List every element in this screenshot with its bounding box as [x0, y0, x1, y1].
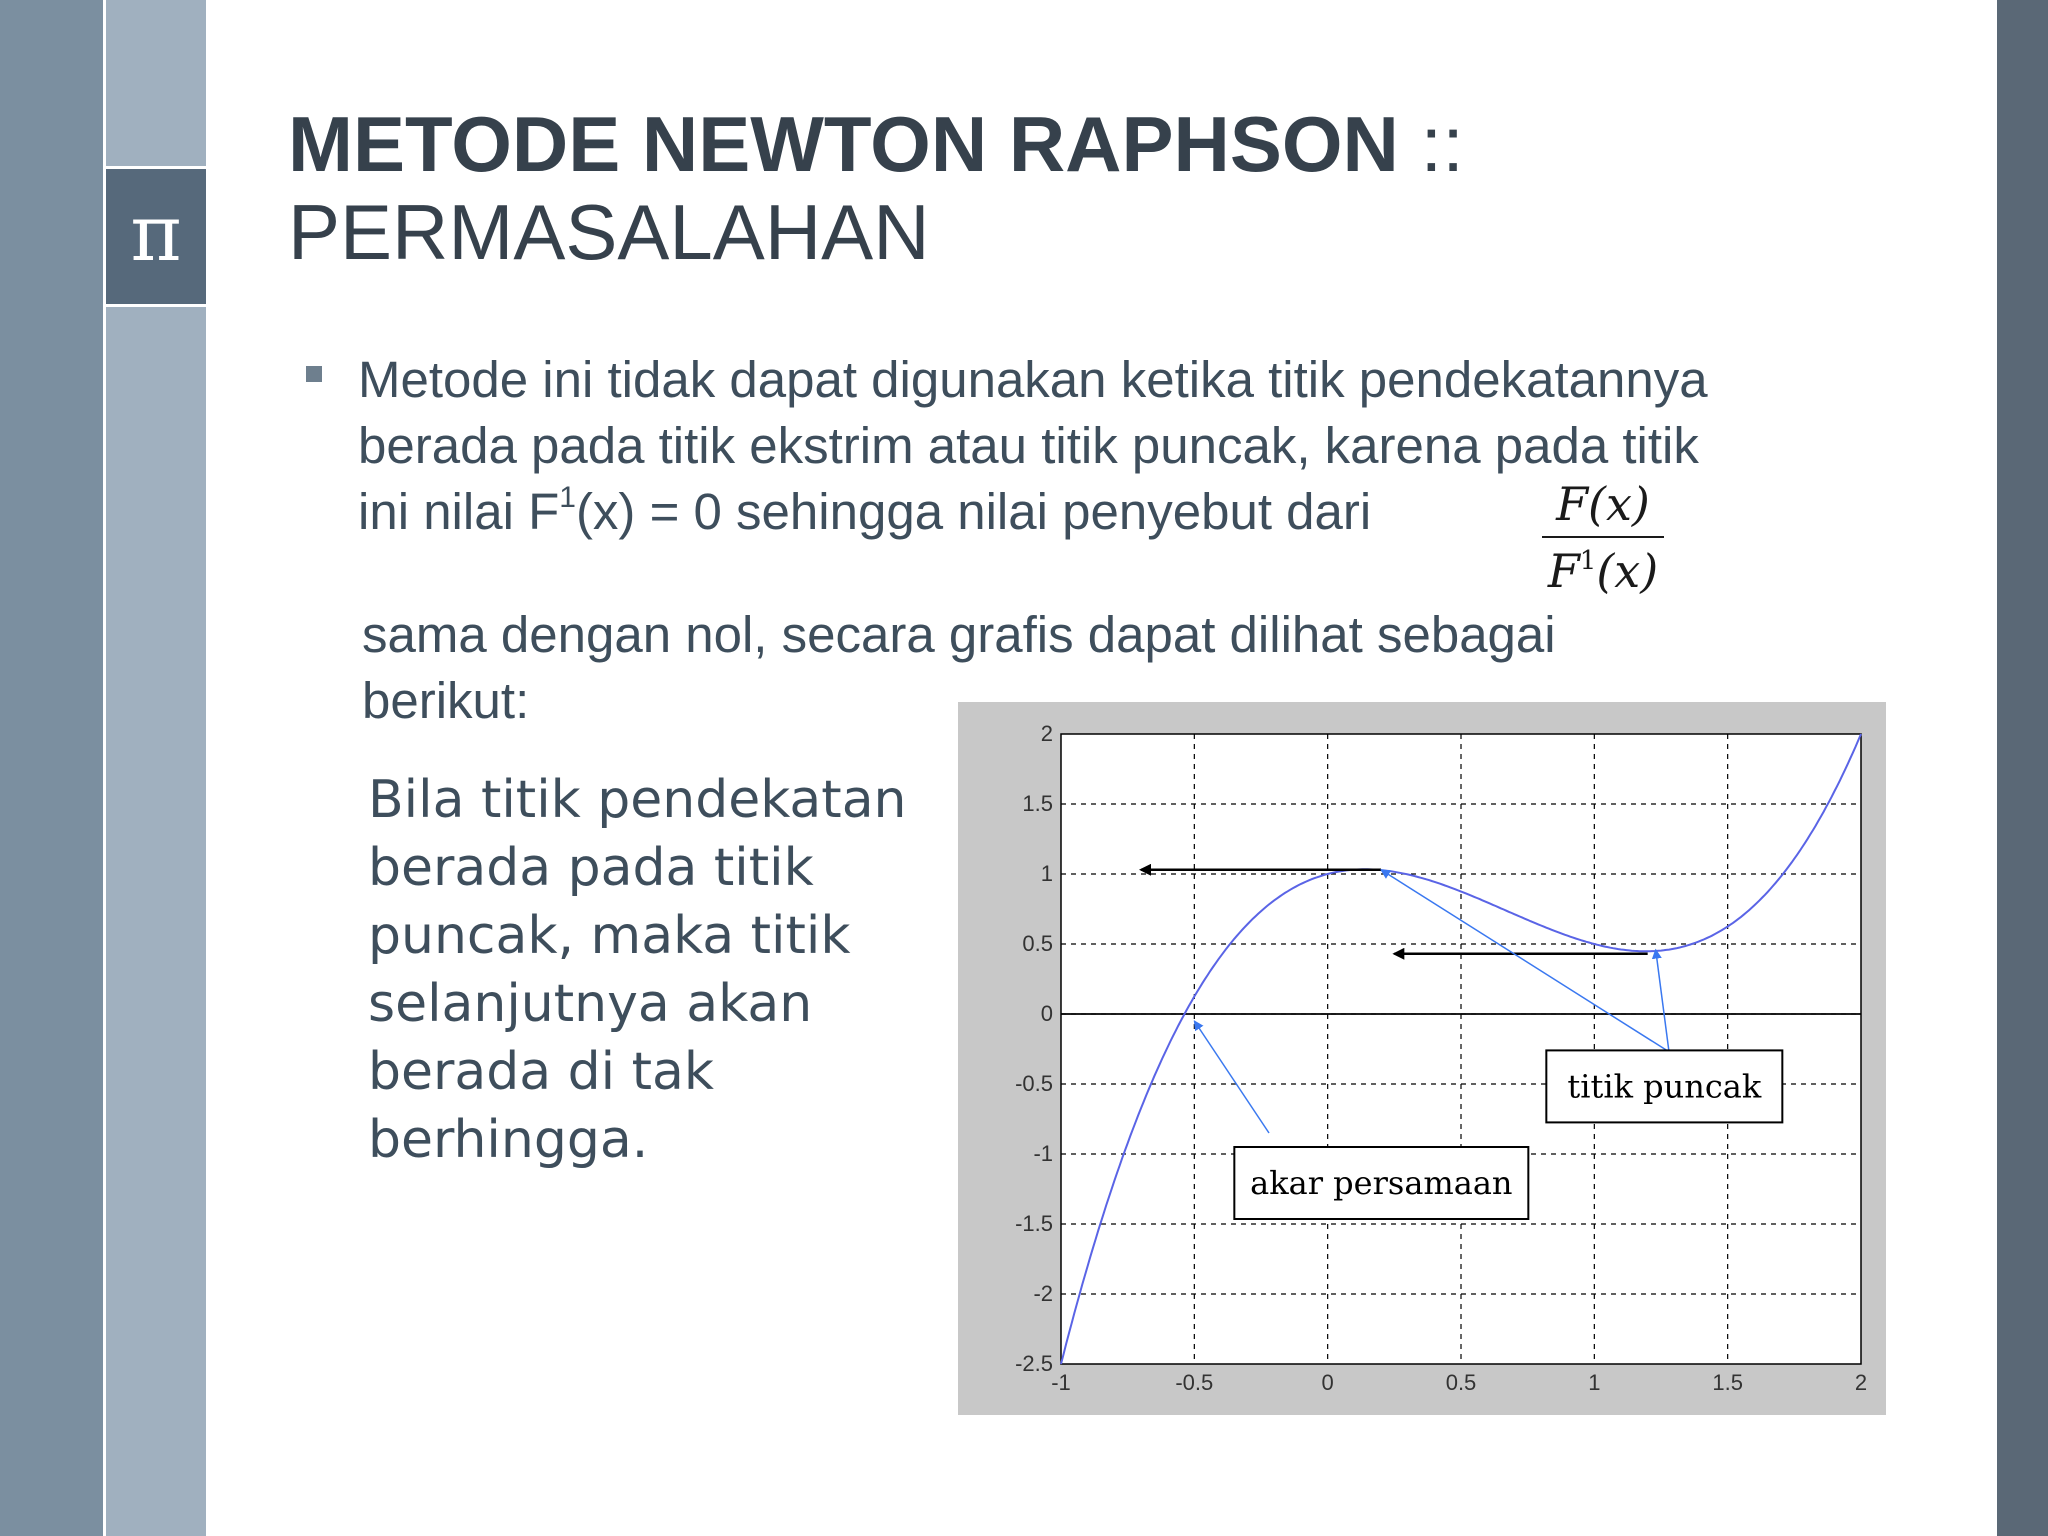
den-arg: (x) [1596, 544, 1659, 598]
x-tick-label: 1 [1588, 1370, 1601, 1395]
y-tick-label: 1 [1040, 861, 1053, 886]
side-note-line: berhingga. [368, 1110, 649, 1170]
y-tick-label: 2 [1040, 721, 1053, 746]
pi-icon: π [130, 189, 182, 279]
side-note-line: selanjutnya akan [368, 974, 813, 1034]
bullet-line-1: Metode ini tidak dapat digunakan ketika titik pendekatannya [358, 351, 1708, 408]
line3-after: (x) = 0 sehingga nilai penyebut dari [575, 483, 1372, 540]
right-edge-bar [1997, 0, 2048, 1536]
bullet-line-5: berikut: [362, 672, 530, 729]
slide-title [288, 100, 1464, 276]
side-note-line: puncak, maka titik [368, 906, 851, 966]
chart-panel [958, 702, 1886, 1415]
bullet-line-2: berada pada titik ekstrim atau titik puncak, karena pada titik [358, 417, 1699, 474]
newton-chart [958, 702, 1886, 1415]
y-tick-label: -1 [1033, 1141, 1053, 1166]
line3-before: ini nilai F [358, 483, 560, 540]
formula-numerator: F(x) [1556, 477, 1650, 531]
formula-denominator [1538, 540, 1668, 602]
side-note-line: berada pada titik [368, 838, 814, 898]
title-subtitle: PERMASALAHAN [288, 188, 930, 276]
side-note-line: berada di tak [368, 1042, 714, 1102]
x-tick-label: 2 [1854, 1370, 1868, 1395]
side-note [368, 766, 907, 1174]
x-tick-label: 0.5 [1445, 1370, 1477, 1395]
title-main: METODE NEWTON RAPHSON [288, 100, 1399, 188]
side-note-line: Bila titik pendekatan [368, 770, 907, 830]
annotation-titik-puncak-label: titik puncak [1567, 1067, 1762, 1106]
x-tick-label: -1 [1051, 1370, 1071, 1395]
y-tick-label: 0 [1040, 1001, 1053, 1026]
fraction-bar [1542, 536, 1664, 538]
bullet-line-4: sama dengan nol, secara grafis dapat dilihat sebagai [362, 606, 1556, 663]
y-tick-label: -1.5 [1015, 1211, 1053, 1236]
den-main: F [1547, 544, 1580, 598]
annotation-akar-persamaan-label: akar persamaan [1250, 1164, 1513, 1202]
bullet-square-icon [306, 366, 322, 382]
y-tick-label: -2 [1033, 1281, 1053, 1306]
line3-sup: 1 [559, 481, 576, 514]
formula-fraction [1538, 474, 1668, 602]
den-sup: 1 [1579, 546, 1597, 576]
x-tick-label: 1.5 [1712, 1370, 1743, 1395]
x-tick-label: 0 [1321, 1370, 1334, 1395]
y-tick-label: 1.5 [1022, 791, 1053, 816]
y-tick-label: 0.5 [1022, 931, 1053, 956]
y-tick-label: -0.5 [1015, 1071, 1053, 1096]
pi-logo [106, 166, 206, 307]
left-stripe-dark [0, 0, 103, 1536]
y-tick-label: -2.5 [1015, 1351, 1053, 1376]
x-tick-label: -0.5 [1175, 1370, 1214, 1395]
title-separator: :: [1398, 100, 1464, 188]
bullet-line-3 [358, 479, 1371, 545]
